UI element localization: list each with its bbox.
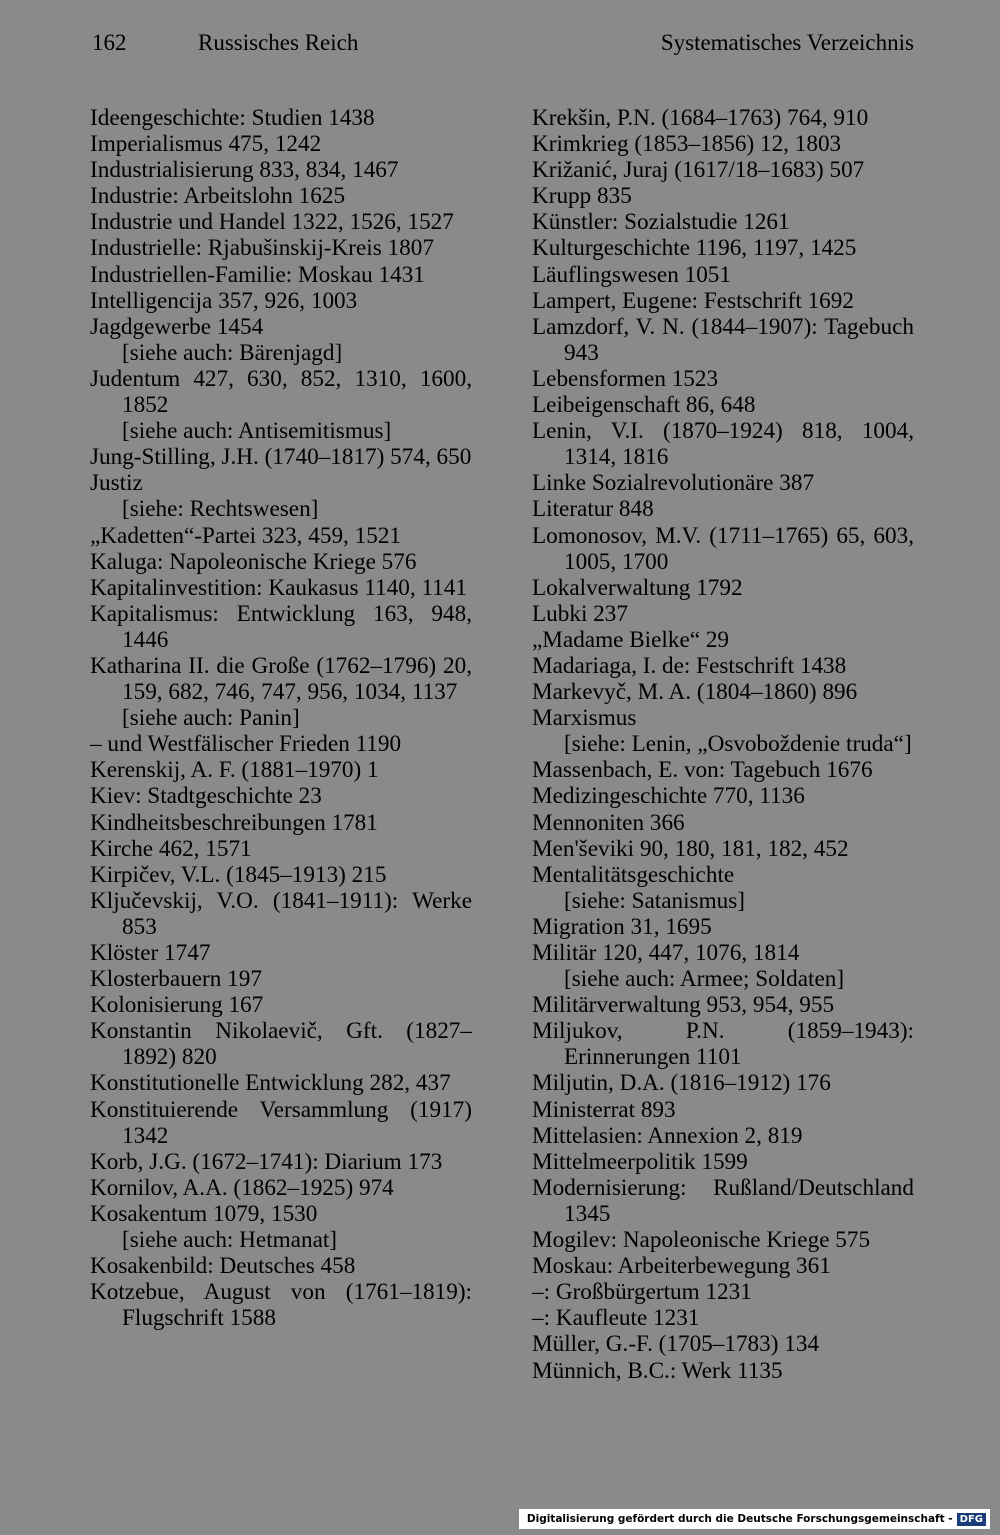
index-entry: Krimkrieg (1853–1856) 12, 1803 [532, 131, 842, 158]
index-entry: „Kadetten“-Partei 323, 459, 1521 [90, 522, 402, 549]
index-entry: Mittelasien: Annexion 2, 819 [532, 1122, 803, 1149]
page-number: 162 [92, 30, 127, 55]
index-entry: Krupp 835 [532, 183, 632, 210]
running-title: Russisches Reich [198, 30, 359, 55]
index-entry: Lamzdorf, V. N. (1844–1907): Tagebuch 943 [532, 313, 914, 366]
index-entry: Mentalitätsgeschichte [532, 861, 735, 888]
index-entry: Kiev: Stadtgeschichte 23 [90, 783, 322, 810]
index-entry: Jung-Stilling, J.H. (1740–1817) 574, 650 [90, 444, 472, 471]
index-entry: Modernisierung: Rußland/Deutschland 1345 [532, 1174, 914, 1227]
index-entry: Intelligencija 357, 926, 1003 [90, 287, 358, 314]
index-entry: Lampert, Eugene: Festschrift 1692 [532, 287, 854, 314]
index-entry: Miljukov, P.N. (1859–1943): Erinnerungen 1101 [532, 1018, 914, 1071]
index-entry: Kapitalismus: Entwicklung 163, 948, 1446 [90, 600, 472, 653]
index-entry: Konstitutionelle Entwicklung 282, 437 [90, 1070, 451, 1097]
index-entry: Linke Sozialrevolutionäre 387 [532, 470, 815, 497]
index-entry: Läuflingswesen 1051 [532, 261, 731, 288]
index-entry: Kosakentum 1079, 1530 [90, 1200, 318, 1227]
index-entry: Literatur 848 [532, 496, 654, 523]
index-entry: Kotzebue, August von (1761–1819): Flugschrift 1588 [90, 1279, 472, 1332]
index-entry: Kirche 462, 1571 [90, 835, 252, 862]
page-header [92, 30, 914, 62]
footer-credit [519, 1509, 990, 1529]
index-entry: Industrie: Arbeitslohn 1625 [90, 183, 346, 210]
dfg-logo: DFG [957, 1513, 986, 1526]
index-entry: Lokalverwaltung 1792 [532, 574, 743, 601]
index-entry: Kapitalinvestition: Kaukasus 1140, 1141 [90, 574, 467, 601]
index-entry: – und Westfälischer Frieden 1190 [90, 731, 402, 758]
index-entry: Münnich, B.C.: Werk 1135 [532, 1357, 783, 1384]
footer-credit-text: Digitalisierung gefördert durch die Deutsche Forschungsgemeinschaft - [526, 1513, 953, 1525]
index-entry: Industrialisierung 833, 834, 1467 [90, 157, 399, 184]
index-entry: Križanić, Juraj (1617/18–1683) 507 [532, 157, 865, 184]
index-cross-reference: [siehe: Lenin, „Osvoboždenie truda“] [564, 731, 912, 758]
index-entry: Mogilev: Napoleonische Kriege 575 [532, 1227, 871, 1254]
index-cross-reference: [siehe auch: Armee; Soldaten] [564, 966, 845, 993]
index-entry: Konstantin Nikolaevič, Gft. (1827–1892) 820 [90, 1018, 472, 1071]
index-entry: Mittelmeerpolitik 1599 [532, 1148, 748, 1175]
index-entry: Krekšin, P.N. (1684–1763) 764, 910 [532, 105, 869, 131]
index-entry: Klöster 1747 [90, 940, 211, 966]
index-entry: Lomonosov, M.V. (1711–1765) 65, 603, 1005, 1700 [532, 522, 914, 575]
index-entry: Korb, J.G. (1672–1741): Diarium 173 [90, 1148, 443, 1175]
index-entry: Kaluga: Napoleonische Kriege 576 [90, 548, 417, 575]
index-cross-reference: [siehe auch: Hetmanat] [122, 1227, 338, 1254]
index-column-right [532, 105, 914, 1384]
index-entry: –: Großbürgertum 1231 [532, 1279, 752, 1306]
index-entry: Kulturgeschichte 1196, 1197, 1425 [532, 235, 857, 262]
index-entry: Markevyč, M. A. (1804–1860) 896 [532, 679, 858, 706]
index-entry: Madariaga, I. de: Festschrift 1438 [532, 652, 847, 679]
index-entry: Militär 120, 447, 1076, 1814 [532, 940, 800, 966]
index-entry: Men'ševiki 90, 180, 181, 182, 452 [532, 835, 849, 862]
index-entry: Kirpičev, V.L. (1845–1913) 215 [90, 861, 387, 888]
index-entry: Industrie und Handel 1322, 1526, 1527 [90, 209, 454, 236]
index-entry: Ideengeschichte: Studien 1438 [90, 105, 375, 131]
index-entry: Miljutin, D.A. (1816–1912) 176 [532, 1070, 831, 1097]
index-cross-reference: [siehe: Rechtswesen] [122, 496, 319, 523]
index-entry: Leibeigenschaft 86, 648 [532, 392, 756, 419]
index-entry: –: Kaufleute 1231 [532, 1305, 700, 1332]
index-entry: Medizingeschichte 770, 1136 [532, 783, 805, 810]
index-entry: Ministerrat 893 [532, 1096, 676, 1123]
index-entry: Lenin, V.I. (1870–1924) 818, 1004, 1314, 1816 [532, 418, 914, 471]
index-column-left [90, 105, 472, 1331]
index-entry: Lubki 237 [532, 600, 628, 627]
index-entry: Müller, G.-F. (1705–1783) 134 [532, 1331, 820, 1358]
index-entry: Kolonisierung 167 [90, 992, 264, 1019]
index-entry: Imperialismus 475, 1242 [90, 131, 322, 158]
index-entry: Moskau: Arbeiterbewegung 361 [532, 1253, 831, 1280]
index-cross-reference: [siehe: Satanismus] [564, 887, 745, 914]
index-entry: Kerenskij, A. F. (1881–1970) 1 [90, 757, 379, 784]
index-entry: Kornilov, A.A. (1862–1925) 974 [90, 1174, 394, 1201]
index-entry: „Madame Bielke“ 29 [532, 626, 730, 653]
index-entry: Katharina II. die Große (1762–1796) 20, 159, 682, 746, 747, 956, 1034, 1137 [90, 652, 472, 706]
index-entry: Künstler: Sozialstudie 1261 [532, 209, 790, 236]
section-title: Systematisches Verzeichnis [660, 30, 914, 55]
index-entry: Migration 31, 1695 [532, 913, 712, 940]
index-entry: Industrielle: Rjabušinskij-Kreis 1807 [90, 235, 434, 262]
index-entry: Kosakenbild: Deutsches 458 [90, 1253, 356, 1280]
index-entry: Ključevskij, V.O. (1841–1911): Werke 853 [90, 887, 472, 940]
index-entry: Mennoniten 366 [532, 809, 685, 836]
index-entry: Judentum 427, 630, 852, 1310, 1600, 1852 [90, 365, 472, 419]
index-entry: Militärverwaltung 953, 954, 955 [532, 992, 835, 1019]
index-entry: Marxismus [532, 705, 637, 732]
index-entry: Konstituierende Versammlung (1917) 1342 [90, 1096, 472, 1149]
index-cross-reference: [siehe auch: Panin] [122, 705, 300, 732]
index-entry: Justiz [90, 470, 143, 497]
index-entry: Massenbach, E. von: Tagebuch 1676 [532, 757, 873, 784]
index-entry: Lebensformen 1523 [532, 365, 719, 392]
index-entry: Klosterbauern 197 [90, 966, 262, 993]
index-cross-reference: [siehe auch: Bärenjagd] [122, 339, 343, 366]
index-entry: Jagdgewerbe 1454 [90, 313, 264, 340]
index-entry: Kindheitsbeschreibungen 1781 [90, 809, 378, 836]
index-entry: Industriellen-Familie: Moskau 1431 [90, 261, 425, 288]
index-cross-reference: [siehe auch: Antisemitismus] [122, 418, 392, 445]
